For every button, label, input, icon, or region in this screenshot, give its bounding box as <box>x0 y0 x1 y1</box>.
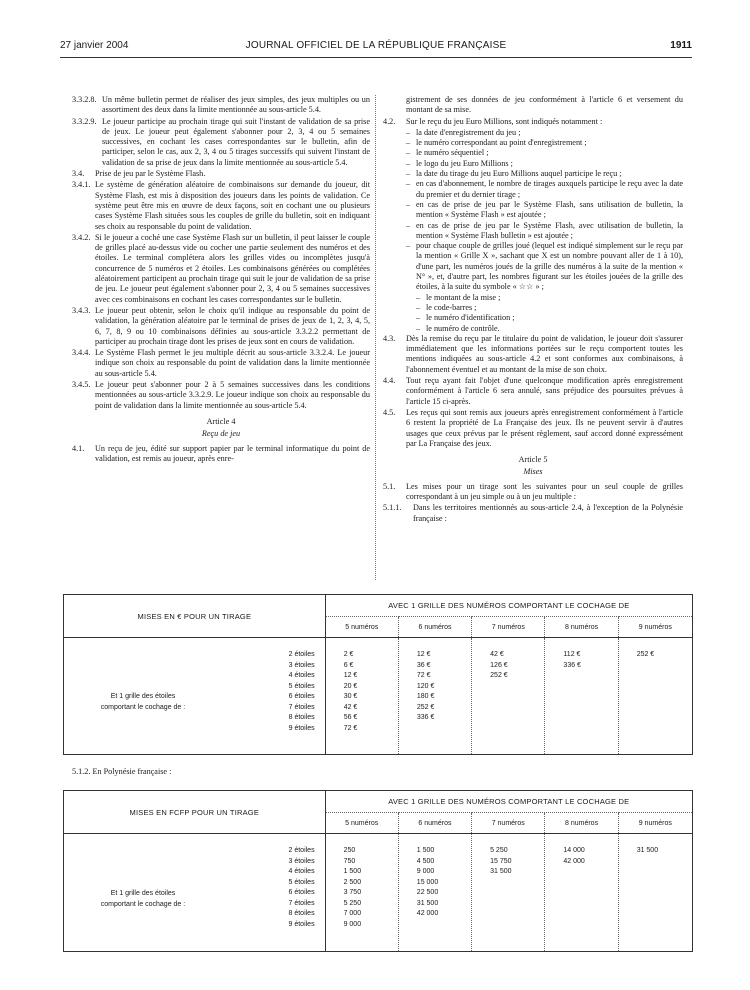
receipt-sublist <box>406 293 683 334</box>
left-column <box>72 95 370 465</box>
table-fcfp-col-8 <box>545 834 618 952</box>
table-cell: 1 500 <box>416 847 435 854</box>
header-date: 27 janvier 2004 <box>60 40 129 51</box>
table-cell: 252 € <box>416 703 435 711</box>
table-fcfp-col-9 <box>618 834 692 952</box>
table-cell: 1 500 <box>343 868 362 875</box>
table-euro-col-7 <box>472 638 545 755</box>
row-description: Et 1 grille des étoiles comportant le cochage de : <box>100 889 186 908</box>
table-fcfp-left-header: MISES EN FCFP POUR UN TIRAGE <box>64 791 326 834</box>
list-item: – le numéro correspondant au point d'enregistrement ; <box>406 138 587 148</box>
table-cell: 30 € <box>343 693 358 700</box>
table-fcfp-col-6 <box>398 834 471 952</box>
table-cell: 4 500 <box>416 857 435 865</box>
table-cell: 31 500 <box>490 868 512 875</box>
table-euro-top-header: AVEC 1 GRILLE DES NUMÉROS COMPORTANT LE COCHAGE DE <box>325 595 692 617</box>
row-label: 9 étoiles <box>288 724 315 732</box>
article-5-title: Article 5 <box>518 455 548 465</box>
row-label: 7 étoiles <box>288 703 315 711</box>
row-label: 4 étoiles <box>288 868 315 875</box>
table-cell: 15 750 <box>490 857 512 865</box>
table-cell: 252 € <box>490 672 508 679</box>
list-item: – la date du tirage du jeu Euro Millions auquel participe le reçu ; <box>406 169 622 179</box>
list-item: – le logo du jeu Euro Millions ; <box>406 158 513 168</box>
list-item: – le montant de la mise ; <box>416 292 501 302</box>
paragraph-4-2: 4.2. Sur le reçu du jeu Euro Millions, sont indiqués notamment : <box>383 116 603 126</box>
table-cell: 72 € <box>343 724 358 732</box>
table-cell: 56 € <box>343 714 358 721</box>
list-item: – en cas de prise de jeu par le Système Flash, avec utilisation de bulletin, la mention « Système Flash bulletin » est ajoutée ; <box>406 220 683 240</box>
paragraph-3-4-1: 3.4.1. Le système de génération aléatoire de combinaisons sur demande du joueur, dit Système Flash, est mis à disposition des joueurs dans les points de validation. Ce système peut être mis en œuvre de deux façons, soit en cochant une ou plusieurs cases Système Flash situées sous les couples de grille du bulletin, soit en indiquant ses choix au responsable du point de validation. <box>72 180 370 231</box>
list-item: – en cas d'abonnement, le nombre de tirages auxquels participe le reçu avec la date du premier et du dernier tirage ; <box>406 179 683 199</box>
paragraph-4-1-continued: gistrement de ses données de jeu conformément à l'article 6 et versement du montant de sa mise. <box>406 95 683 115</box>
article-5-subtitle: Mises <box>523 467 543 477</box>
table-cell: 20 € <box>343 682 358 690</box>
paragraph-3-4-4: 3.4.4. Le Système Flash permet le jeu multiple décrit au sous-article 3.3.2.4. Le joueur indique son choix au responsable du point de validation dans la limite mentionnée au sous-article 5.4. <box>72 348 370 378</box>
table-cell: 120 € <box>416 682 435 690</box>
table-cell: 252 € <box>636 651 655 658</box>
table-cell: 112 € <box>563 651 581 658</box>
article-4-title: Article 4 <box>206 416 236 426</box>
table-cell: 250 <box>343 847 356 854</box>
star-count-labels <box>222 846 325 951</box>
paragraph-4-1: 4.1. Un reçu de jeu, édité sur support papier par le terminal informatique du point de validation, est remis au joueur, après enre- <box>72 443 370 463</box>
table-euro-row-labels <box>64 638 326 755</box>
table-cell: 22 500 <box>416 889 439 896</box>
stakes-table-fcfp <box>63 790 693 952</box>
row-label: 3 étoiles <box>288 857 315 865</box>
column-header: 5 numéros <box>325 617 398 638</box>
row-label: 9 étoiles <box>288 920 315 928</box>
row-label: 3 étoiles <box>288 661 315 669</box>
list-item: – le numéro séquentiel ; <box>406 148 489 158</box>
paragraph-3-4: 3.4. Prise de jeu par le Système Flash. <box>72 169 206 179</box>
row-label: 5 étoiles <box>288 878 315 886</box>
paragraph-3-3-2-8: 3.3.2.8. Un même bulletin permet de réaliser des jeux simples, des jeux multiples ou un assortiment des deux dans la limite mentionnée au sous-article 5.4. <box>72 95 370 115</box>
table-cell: 72 € <box>416 672 431 679</box>
table-fcfp-top-header: AVEC 1 GRILLE DES NUMÉROS COMPORTANT LE COCHAGE DE <box>325 791 692 813</box>
table-cell: 336 € <box>563 661 581 669</box>
row-label: 2 étoiles <box>288 847 315 854</box>
list-item: – la date d'enregistrement du jeu ; <box>406 127 521 137</box>
row-label: 6 étoiles <box>288 693 315 700</box>
table-cell: 36 € <box>416 661 431 669</box>
table-cell: 42 € <box>490 651 504 658</box>
list-item: – le numéro d'identification ; <box>416 313 515 323</box>
table-cell: 2 € <box>343 651 354 658</box>
paragraph-4-4: 4.4. Tout reçu ayant fait l'objet d'une quelconque modification après enregistrement conformément à l'article 6 sera annulé, sans préjudice des poursuites prévues à l'article 15 ci-après. <box>383 376 683 406</box>
table-cell: 12 € <box>416 651 431 658</box>
list-item: – le code-barres ; <box>416 302 477 312</box>
column-header: 7 numéros <box>472 617 545 638</box>
paragraph-4-3: 4.3. Dès la remise du reçu par le titulaire du point de validation, le joueur doit s'assurer immédiatement que les informations portées sur le reçu comportent toutes les mentions indiquées au sous-article 4.2 et sont conformes aux combinaisons, à l'abonnement éventuel et au montant de la mise de son choix. <box>383 333 683 374</box>
column-header: 8 numéros <box>545 813 618 834</box>
table-cell: 31 500 <box>416 899 439 907</box>
paragraph-3-3-2-9: 3.3.2.9. Le joueur participe au prochain tirage qui suit l'instant de validation de sa prise de jeux. Le joueur peut également s'abonner pour 2, 3, 4 ou 5 semaines successives, en cochant les cases correspondantes sur le bulletin, afin de participer, selon le cas, aux 2, 3, 4 ou 5 tirages successifs qui suivent l'instant de validation de sa prise de jeux dans la limite mentionnée au sous-article 5.4. <box>72 116 370 167</box>
star-count-labels <box>222 650 325 754</box>
row-label: 7 étoiles <box>288 899 315 907</box>
page-header <box>60 40 692 56</box>
table-cell: 126 € <box>490 661 508 669</box>
list-item: – pour chaque couple de grilles joué (lequel est indiqué simplement sur le reçu par la mention « Grille X », sachant que X est un nombre pouvant aller de 1 à 10), d'une part, les numéros joués de la grille des numéros à la suite de la mention « N° », et, d'autre part, les nombres figurant sur les étoiles jouées de la grille des étoiles, à la suite du symbole « ☆☆ » ; <box>406 241 683 292</box>
column-header: 9 numéros <box>618 813 692 834</box>
table-cell: 7 000 <box>343 910 362 917</box>
column-header: 5 numéros <box>325 813 398 834</box>
list-item: – le numéro de contrôle. <box>416 323 500 333</box>
row-label: 5 étoiles <box>288 682 315 690</box>
table-euro-col-5 <box>325 638 398 755</box>
paragraph-4-5: 4.5. Les reçus qui sont remis aux joueurs après enregistrement conformément à l'article 6 restent la propriété de La Française des jeux. Ils ne peuvent servir à d'autres usages que ceux prévus par le présent règlement, sauf accord donné expressément par La Française des jeux. <box>383 407 683 448</box>
paragraph-3-4-2: 3.4.2. Si le joueur a coché une case Système Flash sur un bulletin, il peut laisser le couple de grilles placé au-dessus vide ou cocher une partie seulement des numéros et des étoiles. Le terminal complétera alors les grilles vides ou incomplètes jusqu'à concurrence de 5 numéros et 2 étoiles. Les combinaisons générées ou complétées aléatoirement participent au prochain tirage qui suit le jour de validation de sa prise de jeu. Le joueur peut également s'abonner pour 2, 3, 4 ou 5 semaines successives avec ces combinaisons en cochant les cases correspondantes sur le bulletin. <box>72 232 370 304</box>
row-label: 8 étoiles <box>288 910 315 917</box>
paragraph-5-1: 5.1. Les mises pour un tirage sont les suivantes pour un seul couple de grilles correspondant à un jeu simple ou à un jeu multiple : <box>383 481 683 501</box>
table-cell: 180 € <box>416 693 435 700</box>
table-cell: 6 € <box>343 661 354 669</box>
table-fcfp-col-5 <box>325 834 398 952</box>
table-cell: 42 000 <box>563 857 585 865</box>
header-title: JOURNAL OFFICIEL DE LA RÉPUBLIQUE FRANÇAISE <box>245 40 507 51</box>
header-rule <box>60 57 692 58</box>
receipt-mentions-list <box>383 128 683 334</box>
paragraph-5-1-1: 5.1.1. Dans les territoires mentionnés au sous-article 2.4, à l'exception de la Polynésie française : <box>383 503 683 523</box>
paragraph-3-4-5: 3.4.5. Le joueur peut s'abonner pour 2 à 5 semaines successives dans les conditions mentionnées au sous-article 3.3.2.9. Le joueur indique son choix au responsable du point de validation dans la limite mentionnée au sous-article 5.4. <box>72 380 370 410</box>
table-cell: 12 € <box>343 672 358 679</box>
table-cell: 3 750 <box>343 889 362 896</box>
article-4-subtitle: Reçu de jeu <box>201 429 241 439</box>
table-fcfp-row-labels <box>64 834 326 952</box>
table-cell: 42 000 <box>416 910 439 917</box>
table-cell: 750 <box>343 857 356 865</box>
table-euro-col-9 <box>618 638 692 755</box>
row-label: 6 étoiles <box>288 889 315 896</box>
table-cell: 14 000 <box>563 847 585 854</box>
table-cell: 31 500 <box>636 847 659 854</box>
column-header: 6 numéros <box>398 617 471 638</box>
column-divider <box>375 95 376 580</box>
section-5-1-2-heading: 5.1.2. En Polynésie française : <box>72 767 172 776</box>
table-cell: 2 500 <box>343 878 362 886</box>
table-cell: 15 000 <box>416 878 439 886</box>
row-label: 8 étoiles <box>288 714 315 721</box>
table-cell: 42 € <box>343 703 358 711</box>
column-header: 7 numéros <box>472 813 545 834</box>
stakes-table-euro <box>63 594 693 755</box>
page-number: 1911 <box>670 40 692 51</box>
list-item: – en cas de prise de jeu par le Système Flash, sans utilisation de bulletin, la mention « Système Flash » est ajoutée ; <box>406 199 683 220</box>
paragraph-3-4-3: 3.4.3. Le joueur peut obtenir, selon le choix qu'il indique au responsable du point de validation, la génération aléatoire par le terminal de prises de jeux de 1, 2, 3, 4, 5, 6, 7, 8, 9 ou 10 combinaisons définies au sous-article 3.3.2.2 permettant de participer au prochain tirage dont les prises de jeux sont en cours de validation. <box>72 305 370 346</box>
table-cell: 5 250 <box>490 847 508 854</box>
table-cell: 9 000 <box>416 868 435 875</box>
table-cell: 336 € <box>416 714 435 721</box>
column-header: 8 numéros <box>545 617 618 638</box>
table-cell: 9 000 <box>343 920 362 928</box>
table-cell: 5 250 <box>343 899 362 907</box>
table-euro-col-6 <box>398 638 471 755</box>
table-fcfp-col-7 <box>472 834 545 952</box>
column-header: 6 numéros <box>398 813 471 834</box>
table-euro-left-header: MISES EN € POUR UN TIRAGE <box>64 595 326 638</box>
column-header: 9 numéros <box>618 617 692 638</box>
row-description: Et 1 grille des étoiles comportant le cochage de : <box>100 693 186 711</box>
row-label: 4 étoiles <box>288 672 315 679</box>
table-euro-col-8 <box>545 638 618 755</box>
right-column <box>383 95 683 525</box>
row-label: 2 étoiles <box>288 651 315 658</box>
